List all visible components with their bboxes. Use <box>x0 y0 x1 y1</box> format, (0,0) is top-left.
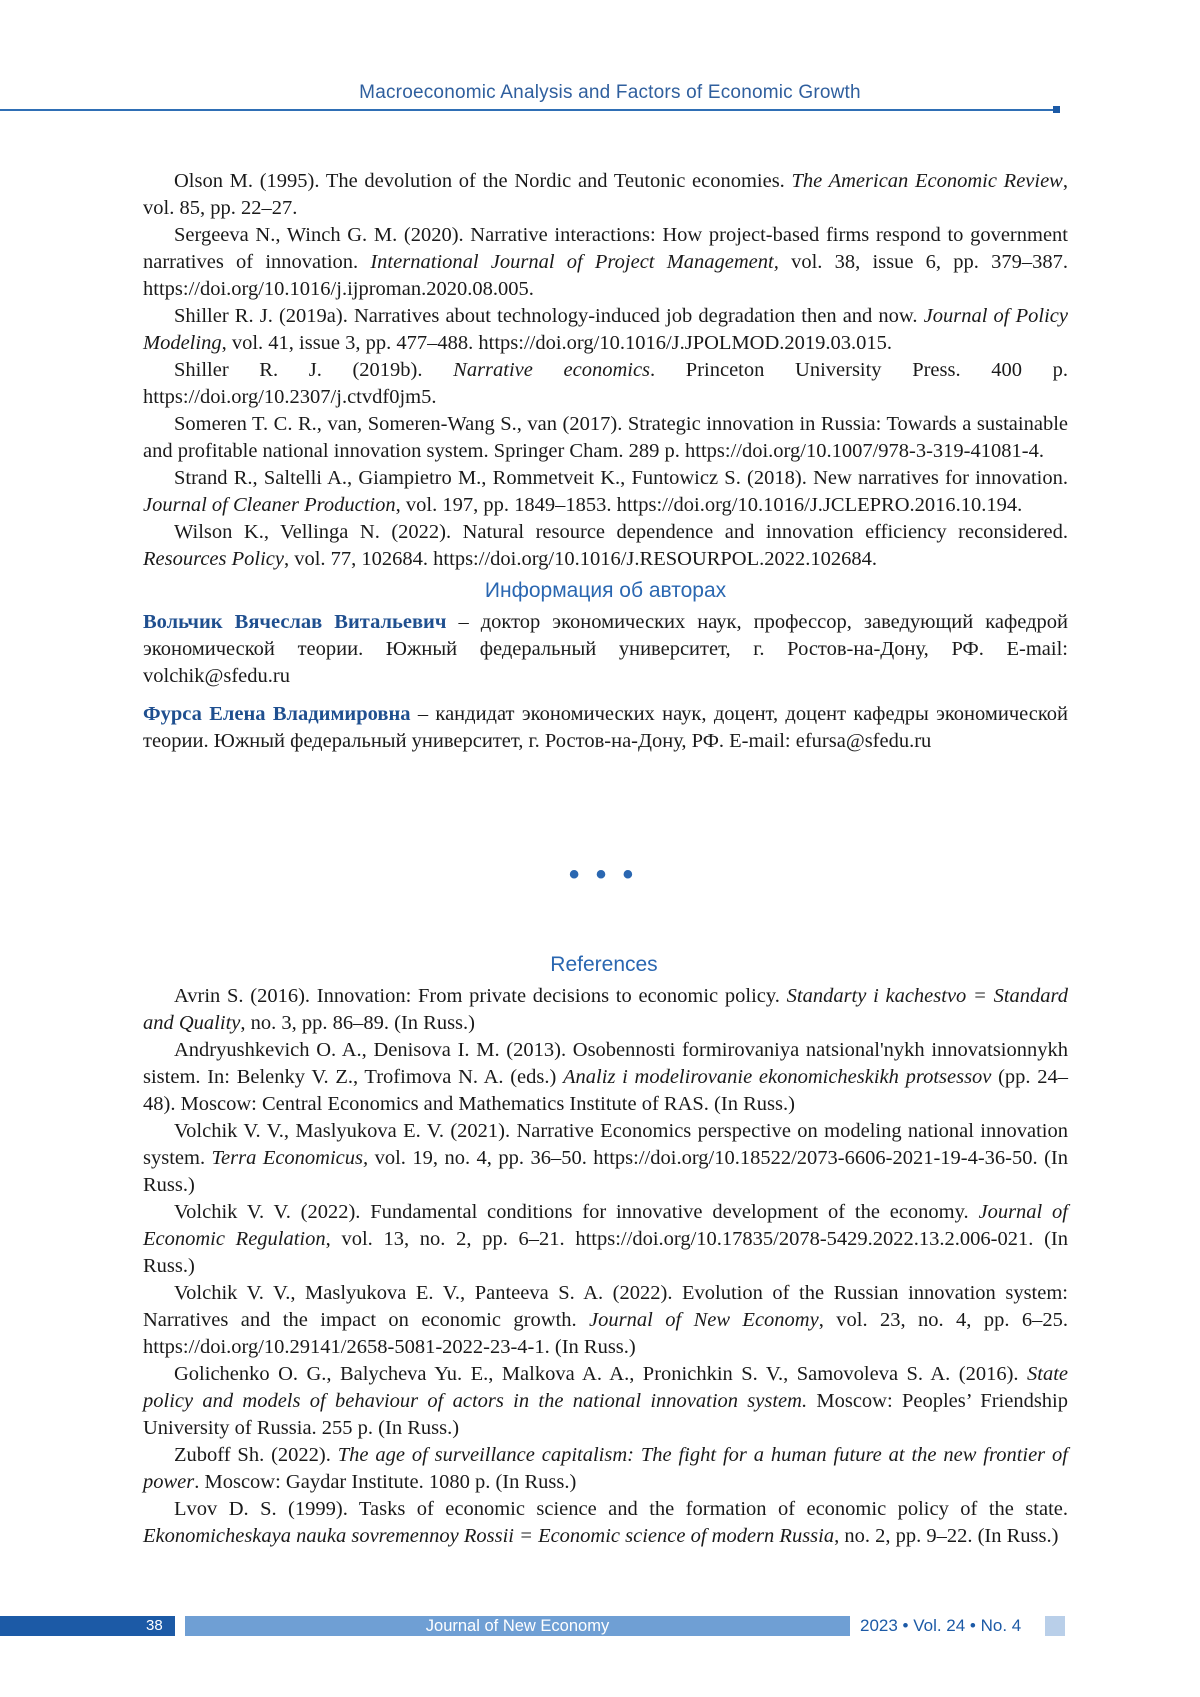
reference-text-part: , vol. 85, pp. 22–27. <box>143 170 1068 219</box>
top-reference-block <box>143 168 1068 755</box>
reference-text-part: , vol. 197, pp. 1849–1853. https://doi.org/10.1016/J.JCLEPRO.2016.10.194. <box>396 494 1023 516</box>
reference-text-part: , no. 3, pp. 86–89. (In Russ.) <box>240 1012 475 1034</box>
reference-entry <box>143 519 1068 573</box>
references-title: References <box>0 953 1200 977</box>
footer-journal-name: Journal of New Economy <box>185 1616 850 1636</box>
reference-entry <box>143 1118 1068 1199</box>
reference-entry <box>143 1496 1068 1550</box>
reference-entry <box>143 357 1068 411</box>
top-reference-list <box>143 168 1068 573</box>
authors-list <box>143 609 1068 755</box>
author-description: – доктор экономических наук, профессор, заведующий кафедрой экономической теории. Южный федеральный университет, г. Ростов-на-Дону, РФ. E-mail: volchik@sfedu.ru <box>143 611 1068 687</box>
reference-italic-part: Journal of New Economy <box>589 1309 819 1331</box>
reference-text-part: Volchik V. V., Maslyukova E. V., Panteeva S. A. (2022). Evolution of the Russian innovation system: Narratives and the impact on economic growth. <box>143 1282 1068 1331</box>
reference-italic-part: Ekonomicheskaya nauka sovremennoy Rossii = Economic science of modern Russia <box>143 1525 834 1547</box>
reference-entry <box>143 1199 1068 1280</box>
reference-entry <box>143 983 1068 1037</box>
reference-text-part: Avrin S. (2016). Innovation: From private decisions to economic policy. <box>174 985 787 1007</box>
reference-text-part: , vol. 41, issue 3, pp. 477–488. https://doi.org/10.1016/J.JPOLMOD.2019.03.015. <box>222 332 892 354</box>
author-description: – кандидат экономических наук, доцент, доцент кафедры экономической теории. Южный федеральный университет, г. Ростов-на-Дону, РФ. E-mail: efursa@sfedu.ru <box>143 703 1068 752</box>
reference-entry <box>143 168 1068 222</box>
author-entry <box>143 701 1068 755</box>
reference-italic-part: Analiz i modelirovanie ekonomicheskikh protsessov <box>563 1066 991 1088</box>
reference-text-part: Someren T. C. R., van, Someren-Wang S., van (2017). Strategic innovation in Russia: Towards a sustainable and profitable national innovation system. Springer Cham. 289 p. https://doi.org/10.1007/978-3-319-41081-4. <box>143 413 1068 462</box>
reference-italic-part: Resources Policy <box>143 548 284 570</box>
section-separator: • • • <box>0 858 1200 892</box>
reference-text-part: vol. 38, issue 6, pp. 379–387. https://doi.org/10.1016/j.ijproman.2020.08.005. <box>143 251 1068 300</box>
reference-text-part: Lvov D. S. (1999). Tasks of economic science and the formation of economic policy of the state. <box>174 1498 1068 1520</box>
reference-entry <box>143 1361 1068 1442</box>
reference-text-part: . Moscow: Gaydar Institute. 1080 p. (In Russ.) <box>194 1471 576 1493</box>
running-head-title: Macroeconomic Analysis and Factors of Economic Growth <box>0 82 1200 104</box>
reference-text-part: , vol. 13, no. 2, pp. 6–21. https://doi.org/10.17835/2078-5429.2022.13.2.006-021. (In Russ.) <box>143 1228 1068 1277</box>
reference-text-part: Volchik V. V. (2022). Fundamental conditions for innovative development of the economy. <box>174 1201 978 1223</box>
author-entry <box>143 609 1068 690</box>
reference-text-part: Zuboff Sh. (2022). <box>174 1444 338 1466</box>
reference-entry <box>143 411 1068 465</box>
reference-text-part: (pp. 24–48). Moscow: Central Economics and Mathematics Institute of RAS. (In Russ.) <box>143 1066 1068 1115</box>
reference-entry <box>143 465 1068 519</box>
references-list <box>143 983 1068 1550</box>
authors-section-title: Информация об авторах <box>143 577 1068 605</box>
reference-italic-part: State policy and models of behaviour of actors in the national innovation system. <box>143 1363 1068 1412</box>
reference-text-part: Moscow: Peoples’ Friendship University of Russia. 255 p. (In Russ.) <box>143 1390 1068 1439</box>
reference-italic-part: Journal of Cleaner Production <box>143 494 396 516</box>
page-number: 38 <box>146 1616 163 1636</box>
header-rule-marker <box>1053 106 1060 113</box>
reference-italic-part: Journal of Policy Modeling <box>143 305 1068 354</box>
reference-entry <box>143 1442 1068 1496</box>
reference-text-part: Wilson K., Vellinga N. (2022). Natural resource dependence and innovation efficiency reconsidered. <box>174 521 1068 543</box>
footer-bar-right <box>1045 1616 1065 1636</box>
reference-text-part: Olson M. (1995). The devolution of the Nordic and Teutonic economies. <box>174 170 792 192</box>
references-block <box>143 983 1068 1550</box>
reference-italic-part: Terra Economicus, <box>212 1147 369 1169</box>
reference-italic-part: International Journal of Project Management, <box>370 251 779 273</box>
reference-text-part: Strand R., Saltelli A., Giampietro M., Rommetveit K., Funtowicz S. (2018). New narratives for innovation. <box>174 467 1068 489</box>
author-name: Вольчик Вячеслав Витальевич <box>143 611 446 633</box>
reference-text-part: Sergeeva N., Winch G. M. (2020). Narrative interactions: How project-based firms respond to government narratives of innovation. <box>143 224 1068 273</box>
reference-italic-part: Narrative economics <box>453 359 650 381</box>
reference-text-part: Shiller R. J. (2019b). <box>174 359 453 381</box>
reference-text-part: . Princeton University Press. 400 p. https://doi.org/10.2307/j.ctvdf0jm5. <box>143 359 1068 408</box>
reference-text-part: , vol. 77, 102684. https://doi.org/10.1016/J.RESOURPOL.2022.102684. <box>284 548 877 570</box>
reference-text-part: Golichenko O. G., Balycheva Yu. E., Malkova A. A., Pronichkin S. V., Samovoleva S. A. (2016). <box>174 1363 1027 1385</box>
reference-entry <box>143 1280 1068 1361</box>
reference-text-part: Shiller R. J. (2019a). Narratives about technology-induced job degradation then and now. <box>174 305 924 327</box>
reference-entry <box>143 222 1068 303</box>
reference-entry <box>143 1037 1068 1118</box>
reference-text-part: vol. 19, no. 4, pp. 36–50. https://doi.org/10.18522/2073-6606-2021-19-4-36-50. (In Russ.) <box>143 1147 1068 1196</box>
footer-issue-info: 2023 • Vol. 24 • No. 4 <box>860 1616 1021 1636</box>
header-rule <box>0 109 1055 111</box>
reference-entry <box>143 303 1068 357</box>
reference-italic-part: Standarty i kachestvo = Standard and Quality <box>143 985 1068 1034</box>
reference-text-part: , no. 2, pp. 9–22. (In Russ.) <box>834 1525 1058 1547</box>
reference-italic-part: The American Economic Review <box>792 170 1063 192</box>
reference-text-part: , vol. 23, no. 4, pp. 6–25. https://doi.org/10.29141/2658-5081-2022-23-4-1. (In Russ.) <box>143 1309 1068 1358</box>
reference-text-part: Volchik V. V., Maslyukova E. V. (2021). Narrative Economics perspective on modeling national innovation system. <box>143 1120 1068 1169</box>
reference-text-part: Andryushkevich O. A., Denisova I. M. (2013). Osobennosti formirovaniya natsional'nykh innovatsionnykh sistem. In: Belenky V. Z., Trofimova N. A. (eds.) <box>143 1039 1068 1088</box>
reference-italic-part: Journal of Economic Regulation <box>143 1201 1068 1250</box>
author-name: Фурса Елена Владимировна <box>143 703 411 725</box>
reference-italic-part: The age of surveillance capitalism: The fight for a human future at the new frontier of power <box>143 1444 1068 1493</box>
